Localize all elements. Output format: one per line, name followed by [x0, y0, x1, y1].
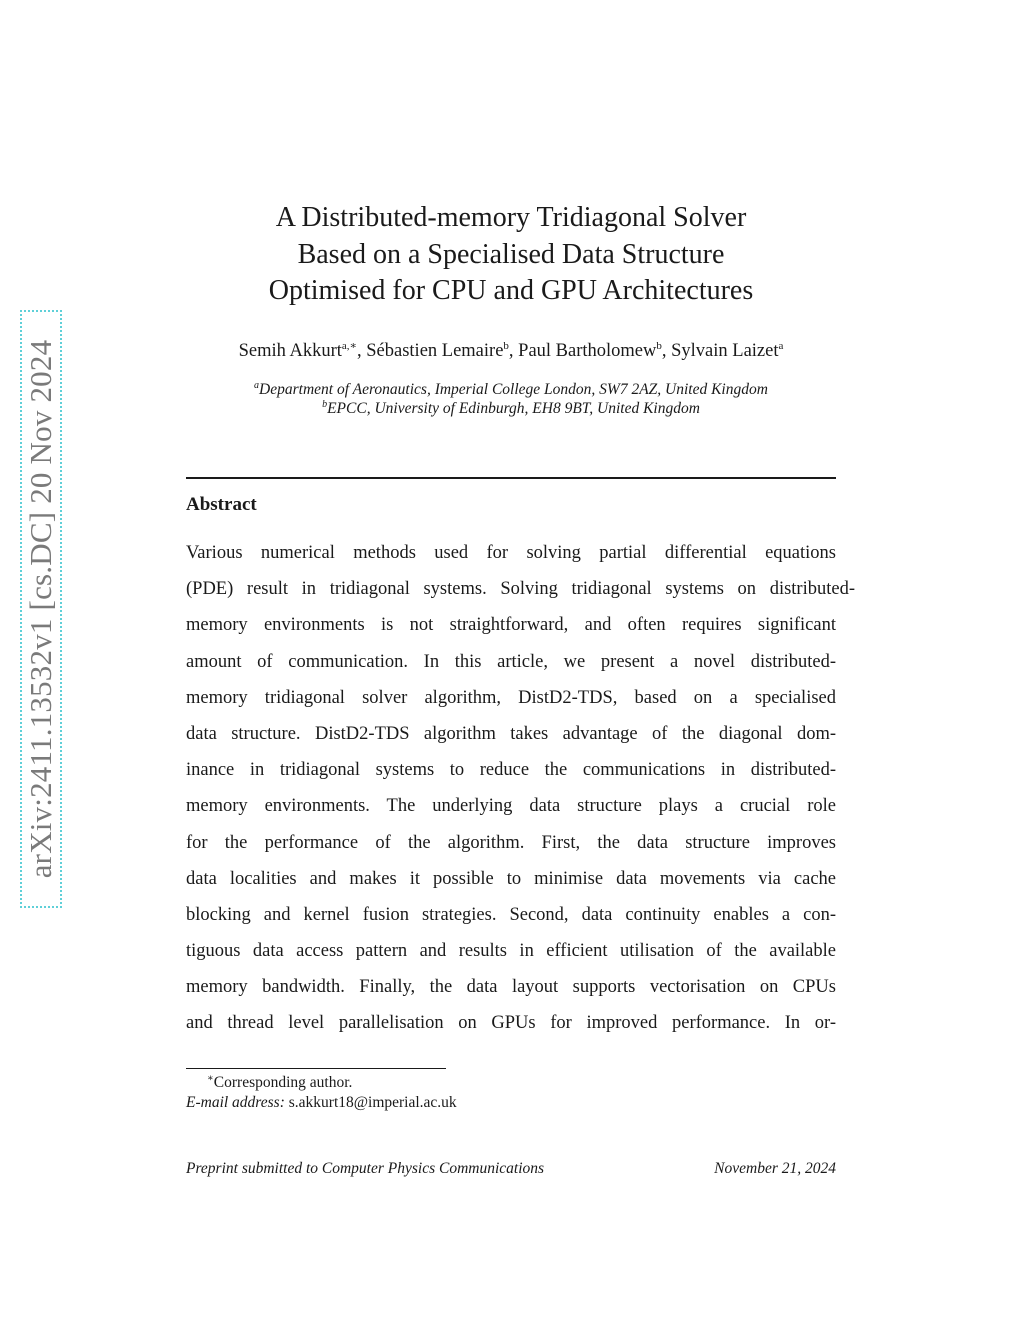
author-name: Semih Akkurt [238, 341, 342, 361]
arxiv-identifier-stamp[interactable] [20, 310, 62, 908]
author-name: Sébastien Lemaire [366, 341, 504, 361]
affiliation-a [186, 380, 836, 399]
affiliation-text: Department of Aeronautics, Imperial College London, SW7 2AZ, United Kingdom [259, 381, 768, 398]
title-line-3: Optimised for CPU and GPU Architectures [268, 275, 754, 306]
preprint-note: Preprint submitted to Computer Physics Communications [186, 1160, 545, 1177]
author-separator: , [661, 341, 672, 361]
email-footnote [186, 1094, 457, 1112]
preprint-date: November 21, 2024 [714, 1160, 836, 1177]
abstract-body [186, 538, 855, 1045]
author-list [186, 339, 836, 362]
corresponding-author-footnote [207, 1073, 352, 1092]
abstract-line: memory environments is not straightforward, and often requires significant [186, 615, 836, 636]
abstract-line: data localities and makes it possible to minimise data movements via cache [186, 868, 836, 889]
author-affiliation-mark[interactable]: a,∗ [341, 340, 357, 352]
author-affiliation-mark[interactable]: b [656, 340, 662, 352]
affiliation-mark: b [322, 399, 328, 410]
abstract-line: and thread level parallelisation on GPUs for improved performance. In or- [186, 1013, 836, 1034]
footnote-text: Corresponding author. [213, 1074, 353, 1091]
affiliation-text: EPCC, University of Edinburgh, EH8 9BT, United Kingdom [327, 400, 700, 417]
abstract-line: for the performance of the algorithm. First, the data structure improves [186, 832, 836, 853]
abstract-line: blocking and kernel fusion strategies. Second, data continuity enables a con- [186, 904, 836, 925]
author-affiliation-mark[interactable]: a [778, 340, 784, 352]
abstract-line: memory bandwidth. Finally, the data layout supports vectorisation on CPUs [186, 977, 836, 998]
affiliation-mark: a [254, 380, 260, 391]
author-separator: , [508, 341, 519, 361]
title-line-2: Based on a Specialised Data Structure [297, 238, 725, 270]
footnote-mark: ∗ [207, 1073, 214, 1084]
abstract-line: memory environments. The underlying data structure plays a crucial role [186, 796, 836, 817]
paper-title [186, 200, 836, 310]
abstract-heading: Abstract [186, 494, 257, 515]
abstract-line: memory tridiagonal solver algorithm, DistD2-TDS, based on a specialised [186, 687, 836, 708]
affiliation-b [186, 399, 836, 418]
abstract-top-rule [186, 477, 836, 479]
abstract-line: data structure. DistD2-TDS algorithm takes advantage of the diagonal dom- [186, 723, 836, 744]
email-label: E-mail address: [186, 1094, 285, 1111]
abstract-line: inance in tridiagonal systems to reduce the communications in distributed- [186, 760, 836, 781]
author-affiliation-mark[interactable]: b [503, 340, 509, 352]
email-link[interactable]: s.akkurt18@imperial.ac.uk [288, 1094, 457, 1111]
author-name: Sylvain Laizet [671, 341, 779, 361]
author-separator: , [357, 341, 367, 361]
abstract-line: Various numerical methods used for solving partial differential equations [186, 543, 836, 563]
abstract-line: (PDE) result in tridiagonal systems. Solving tridiagonal systems on distributed- [186, 579, 855, 600]
abstract-line: tiguous data access pattern and results in efficient utilisation of the available [186, 941, 836, 962]
arxiv-identifier-text[interactable]: arXiv:2411.13532v1 [cs.DC] 20 Nov 2024 [23, 339, 58, 879]
footnote-rule [186, 1068, 446, 1069]
title-line-1: A Distributed-memory Tridiagonal Solver [275, 202, 747, 233]
abstract-line: amount of communication. In this article, we present a novel distributed- [186, 651, 836, 672]
author-name: Paul Bartholomew [518, 341, 657, 361]
